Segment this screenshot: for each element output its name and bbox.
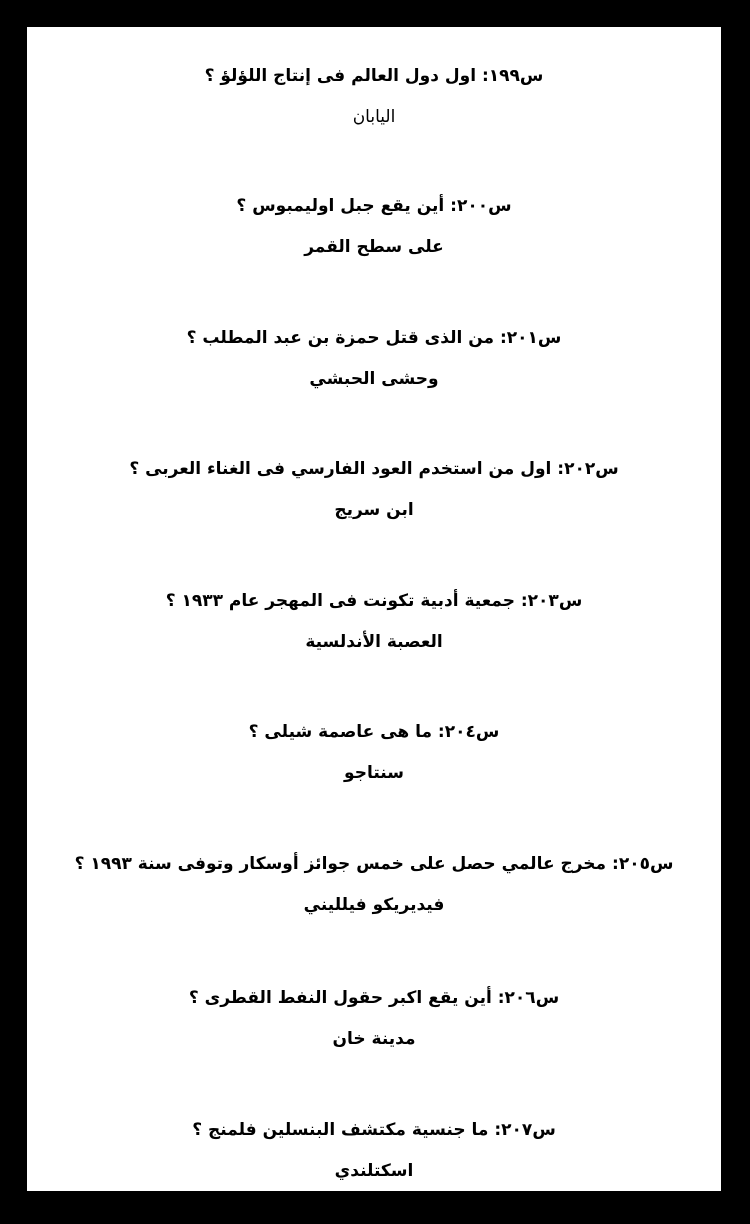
answer-text: اسكتلندي xyxy=(334,1161,414,1181)
question-text: س٢٠٧: ما جنسية مكتشف البنسلين فلمنج ؟ xyxy=(192,1120,556,1140)
question-text: س٢٠٣: جمعية أدبية تكونت فى المهجر عام ١٩٣٣ ؟ xyxy=(165,591,583,611)
answer-text: اليابان xyxy=(352,107,396,127)
question-text: س٢٠٤: ما هى عاصمة شيلى ؟ xyxy=(248,722,500,742)
question-text: س٢٠٥: مخرج عالمي حصل على خمس جوائز أوسكار وتوفى سنة ١٩٩٣ ؟ xyxy=(74,854,674,874)
answer-text: على سطح القمر xyxy=(304,237,444,257)
question-text: س٢٠٦: أين يقع اكبر حقول النفط القطرى ؟ xyxy=(188,988,560,1008)
question-text: س٢٠١: من الذى قتل حمزة بن عبد المطلب ؟ xyxy=(186,328,562,348)
document-page xyxy=(27,27,721,1191)
answer-text: ابن سريج xyxy=(334,500,414,520)
question-text: س٢٠٢: اول من استخدم العود الفارسي فى الغناء العربى ؟ xyxy=(129,459,619,479)
question-text: س١٩٩: اول دول العالم فى إنتاج اللؤلؤ ؟ xyxy=(204,66,544,86)
question-text: س٢٠٠: أين يقع جبل اوليمبوس ؟ xyxy=(236,196,512,216)
answer-text: فيديريكو فيلليني xyxy=(303,895,445,915)
answer-text: سنتاجو xyxy=(344,763,404,783)
answer-text: مدينة خان xyxy=(332,1029,416,1049)
answer-text: وحشى الحبشي xyxy=(309,369,439,389)
answer-text: العصبة الأندلسية xyxy=(305,632,443,652)
